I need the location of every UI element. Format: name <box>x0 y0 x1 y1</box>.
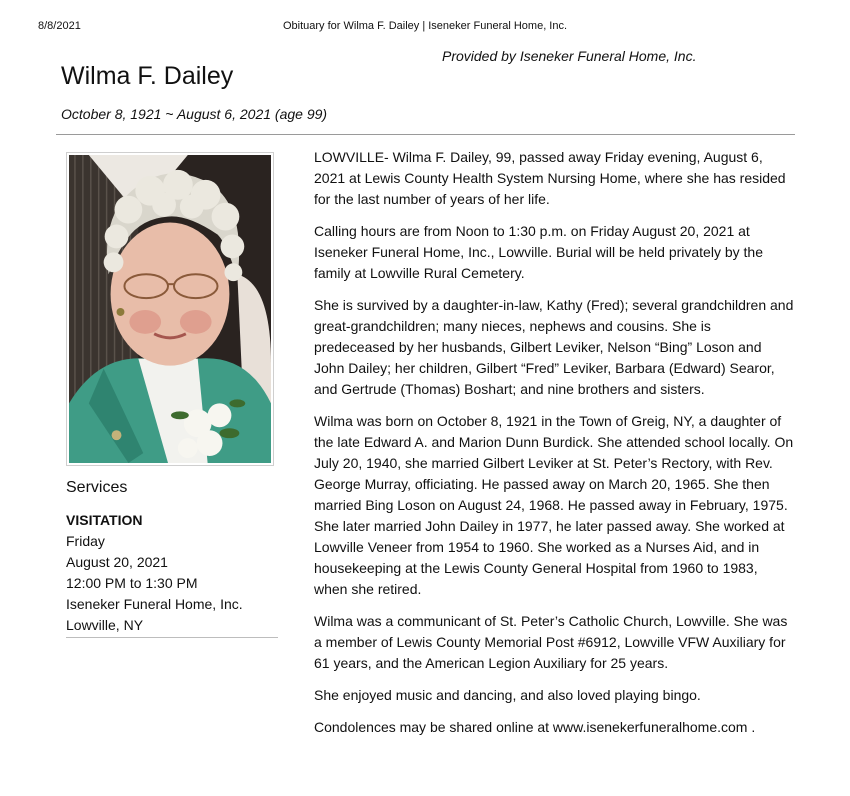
print-date: 8/8/2021 <box>38 20 81 32</box>
services-divider <box>66 637 278 638</box>
event-type: VISITATION <box>66 512 143 528</box>
services-heading: Services <box>66 479 128 496</box>
event-date: August 20, 2021 <box>66 554 168 570</box>
event-time: 12:00 PM to 1:30 PM <box>66 575 198 591</box>
deceased-name: Wilma F. Dailey <box>61 62 234 90</box>
event-venue: Iseneker Funeral Home, Inc. <box>66 596 243 612</box>
portrait-image <box>69 155 271 463</box>
obituary-paragraph: LOWVILLE- Wilma F. Dailey, 99, passed away Friday evening, August 6, 2021 at Lewis County Health System Nursing Home, where she has resided for the last number of years of her life. <box>314 149 786 207</box>
portrait-photo <box>66 152 274 466</box>
print-page-title: Obituary for Wilma F. Dailey | Iseneker Funeral Home, Inc. <box>282 20 568 32</box>
condolences-paragraph: Condolences may be shared online at www.isenekerfuneralhome.com . <box>314 719 756 735</box>
visitation-event <box>66 510 243 636</box>
obituary-paragraph: Calling hours are from Noon to 1:30 p.m. on Friday August 20, 2021 at Iseneker Funeral Home, Inc., Lowville. Burial will be held privately by the family at Lowville Rural Cemetery. <box>314 223 763 281</box>
obituary-paragraph: She enjoyed music and dancing, and also loved playing bingo. <box>314 687 701 703</box>
obituary-paragraph: She is survived by a daughter-in-law, Kathy (Fred); several grandchildren and great-grandchildren; many nieces, nephews and cousins. She is predeceased by her husbands, Gilbert Leviker, Nelson “Bing” Loson and John Dailey; her children, Gilbert “Fred” Leviker, Barbara (Edward) Searor, and Gertrude (Thomas) Boshart; and nine brothers and sisters. <box>314 297 794 397</box>
provided-by: Provided by Iseneker Funeral Home, Inc. <box>442 48 697 64</box>
header-divider <box>56 134 795 135</box>
life-dates: October 8, 1921 ~ August 6, 2021 (age 99) <box>61 106 328 122</box>
obituary-paragraph: Wilma was born on October 8, 1921 in the Town of Greig, NY, a daughter of the late Edward A. and Marion Dunn Burdick. She attended school locally. On July 20, 1940, she married Gilbert Leviker at St. Peter’s Rectory, with Rev. George Murray, officiating. He passed away on March 20, 1965. She then married Bing Loson on August 24, 1968. He passed away in February, 1975. She later married John Dailey in 1977, he later passed away. She worked at Lowville Veneer from 1954 to 1960. She worked as a Nurses Aid, and in housekeeping at the Lewis County General Hospital from 1960 to 1983, when she retired. <box>314 413 794 597</box>
event-day: Friday <box>66 533 105 549</box>
obituary-body <box>314 147 794 749</box>
obituary-paragraph: Wilma was a communicant of St. Peter’s Catholic Church, Lowville. She was a member of Lewis County Memorial Post #6912, Lowville VFW Auxiliary for 61 years, and the American Legion Auxiliary for 25 years. <box>314 613 788 671</box>
event-city: Lowville, NY <box>66 617 144 633</box>
